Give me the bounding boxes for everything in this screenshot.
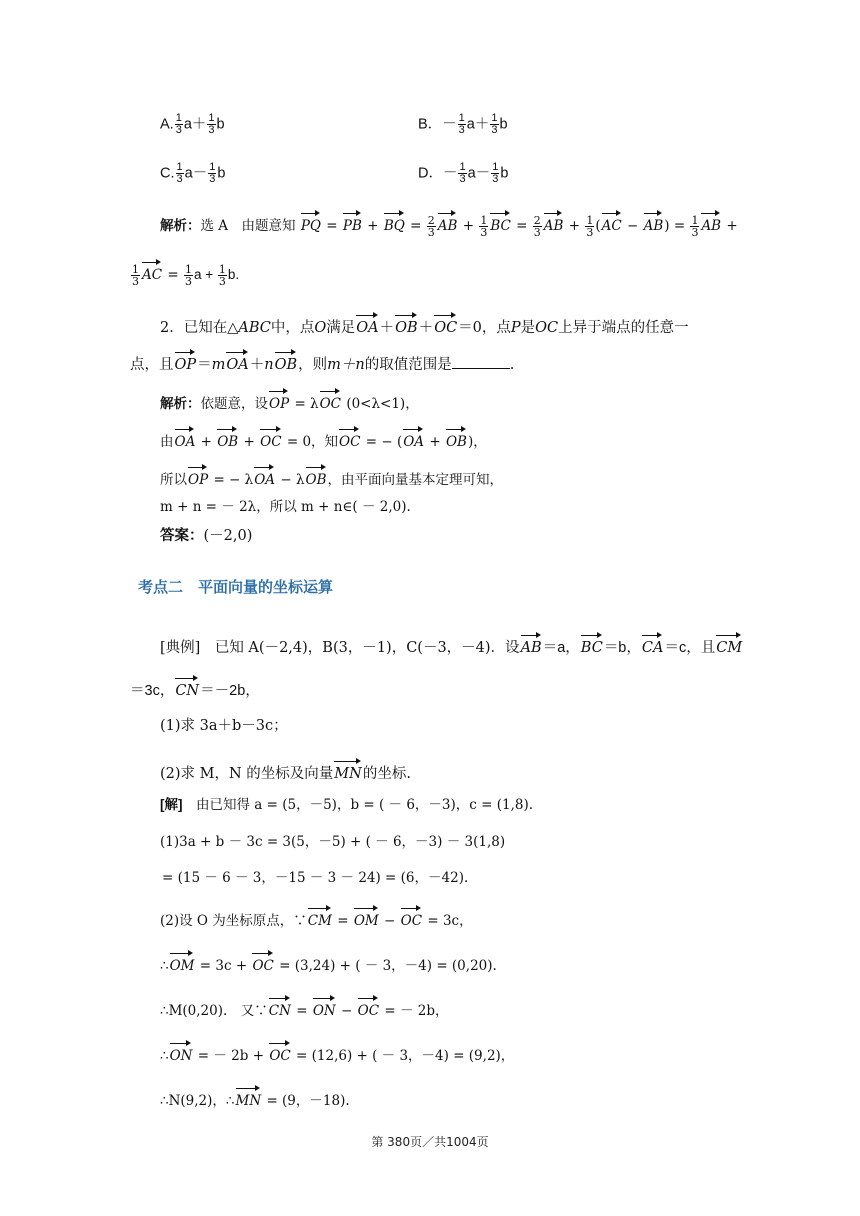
option-d: D．－ $\frac{1}{3}$ a－ $\frac{1}{3}$ b (418, 161, 509, 185)
option-c: C. $\frac{1}{3}$ a－ $\frac{1}{3}$ b (160, 161, 226, 185)
option-a: A. $\frac{1}{3}$ a＋ $\frac{1}{3}$ b (160, 112, 225, 136)
example-line-2: ＝3c，CN＝－2b， (130, 675, 260, 701)
solution-line-6: ∴M(0,20). 又∵CN = ON − OC = － 2b， (160, 995, 448, 1021)
solution-line-8: ∴N(9,2)，∴MN = (9，－18). (160, 1085, 350, 1111)
question-2-line-2: 点，且OP＝mOA＋nOB，则m＋n的取值范围是 . (130, 349, 514, 375)
solution-line-4: (2)设 O 为坐标原点，∵CM = OM − OC = 3c， (160, 905, 473, 931)
solution-2-line-3: 所以OP = − λOA − λOB，由平面向量基本定理可知， (160, 464, 503, 490)
solution-line-7: ∴ON = － 2b + OC = (12,6) + ( － 3，－4) = (9,2)， (160, 1040, 514, 1066)
question-2-line-1: 2．已知在△ABC中，点O满足OA＋OB＋OC＝0，点P是OC上异于端点的任意一 (160, 312, 689, 338)
answer-blank (452, 354, 510, 369)
option-b: B．－ $\frac{1}{3}$ a＋ $\frac{1}{3}$ b (418, 112, 508, 136)
solution-2-line-2: 由OA + OB + OC = 0，知OC = − (OA + OB)， (160, 426, 487, 452)
solution-1-line-1: 解析：选 A 由题意知 PQ = PB + BQ = $\frac{2}{3}$ AB + $\frac{1}{3}$ BC = $\frac{2}{3}$ AB + $\frac{1}{3}$ (AC − AB) = $\frac{1}{3}$ AB + (160, 210, 738, 238)
solution-line-2: (1)3a + b － 3c = 3(5，－5) + ( － 6，－3) － 3(1,8) (160, 834, 506, 850)
page-footer: 第 380页／共1004页 (371, 1135, 489, 1149)
solution-line-3: = (15 － 6 － 3，－15 － 3 － 24) = (6，－42). (162, 870, 469, 886)
answer-line: 答案：(－2,0) (160, 528, 253, 544)
example-question-2: (2)求 M，N 的坐标及向量MN的坐标. (160, 758, 411, 784)
solution-2-line-4: m + n = － 2λ，所以 m + n∈( － 2,0). (160, 499, 411, 515)
section-title: 考点二 平面向量的坐标运算 (138, 579, 334, 596)
solution-1-line-2: $\frac{1}{3}$ AC = $\frac{1}{3}$ a + $\frac{1}{3}$ b. (130, 259, 239, 287)
solution-line-5: ∴OM = 3c + OC = (3,24) + ( － 3，－4) = (0,20). (160, 950, 497, 976)
solution-line-1: [解] 由已知得 a = (5，－5)，b = ( － 6，－3)，c = (1,8). (160, 797, 534, 813)
example-question-1: (1)求 3a＋b－3c； (160, 718, 288, 734)
solution-2-line-1: 解析：依题意，设OP = λOC (0<λ<1)， (160, 388, 419, 414)
example-line-1: [典例] 已知 A(－2,4)，B(3，－1)，C(－3，－4)．设AB＝a，BC＝b，CA＝c，且CM (160, 632, 743, 658)
